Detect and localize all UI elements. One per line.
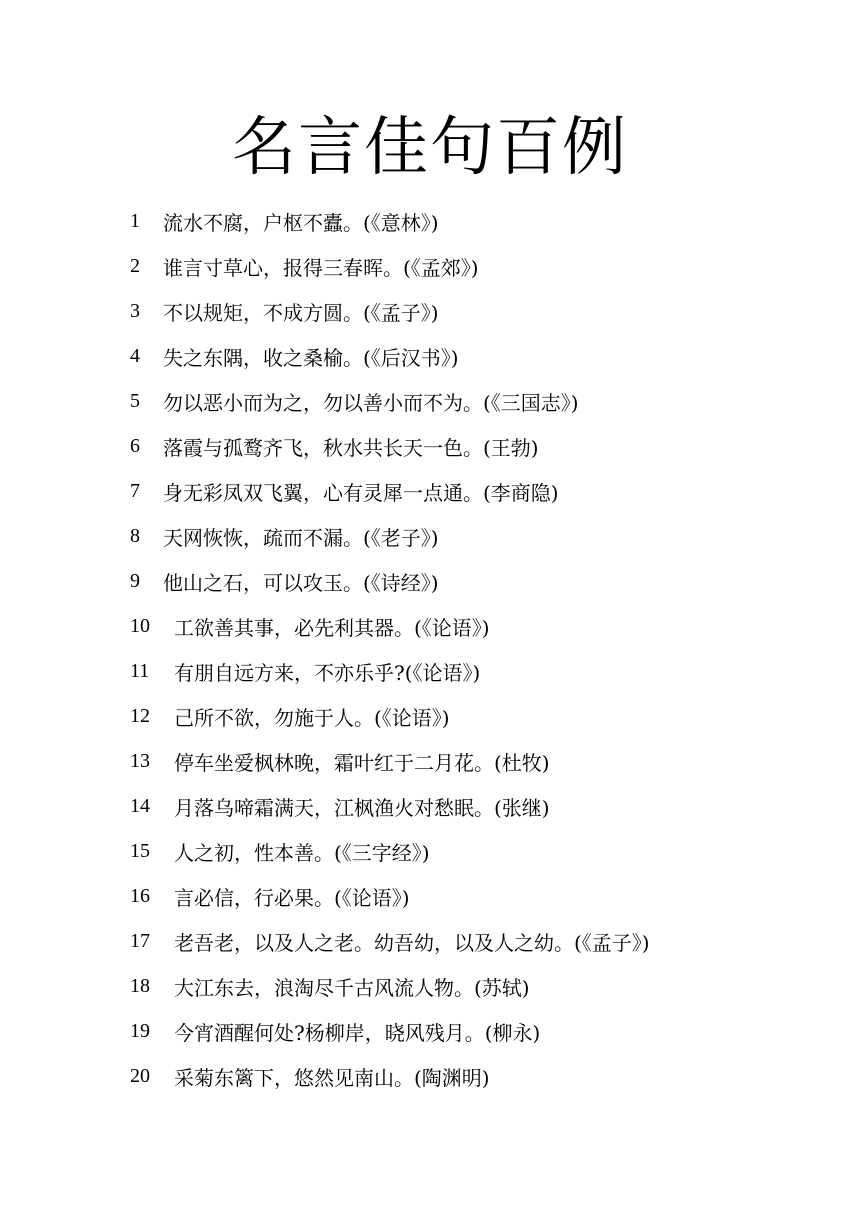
list-item xyxy=(130,334,810,379)
quote-text: 落霞与孤鹜齐飞，秋水共长天一色。(王勃) xyxy=(163,436,539,460)
list-item xyxy=(130,424,810,469)
page-title: 名言佳句百例 xyxy=(232,111,628,185)
quote-text: 天网恢恢，疏而不漏。(《老子》) xyxy=(163,526,439,550)
item-number: 9 xyxy=(130,570,140,592)
list-item xyxy=(130,559,810,604)
list-item xyxy=(130,649,810,694)
quote-text: 他山之石，可以攻玉。(《诗经》) xyxy=(163,571,439,595)
item-number: 4 xyxy=(130,345,140,367)
list-item xyxy=(130,604,810,649)
item-number: 2 xyxy=(130,255,140,277)
list-item xyxy=(130,919,810,964)
list-item xyxy=(130,784,810,829)
quote-text: 身无彩凤双飞翼，心有灵犀一点通。(李商隐) xyxy=(163,481,559,505)
item-number: 1 xyxy=(130,210,140,232)
quote-text: 人之初，性本善。(《三字经》) xyxy=(174,841,430,865)
quote-text: 月落乌啼霜满天，江枫渔火对愁眠。(张继) xyxy=(174,796,550,820)
item-number: 7 xyxy=(130,480,140,502)
item-number: 3 xyxy=(130,300,140,322)
list-item xyxy=(130,244,810,289)
list-item xyxy=(130,514,810,559)
list-item xyxy=(130,874,810,919)
quote-text: 停车坐爱枫林晚，霜叶红于二月花。(杜牧) xyxy=(174,751,550,775)
item-number: 20 xyxy=(130,1065,150,1087)
item-number: 8 xyxy=(130,525,140,547)
list-item xyxy=(130,1054,810,1099)
quote-text: 大江东去，浪淘尽千古风流人物。(苏轼) xyxy=(174,976,530,1000)
quote-text: 勿以恶小而为之，勿以善小而不为。(《三国志》) xyxy=(163,391,579,415)
quote-text: 采菊东篱下，悠然见南山。(陶渊明) xyxy=(174,1066,490,1090)
item-number: 15 xyxy=(130,840,150,862)
list-item xyxy=(130,1009,810,1054)
list-item xyxy=(130,469,810,514)
quote-text: 失之东隅，收之桑榆。(《后汉书》) xyxy=(163,346,459,370)
list-item xyxy=(130,199,810,244)
list-item xyxy=(130,964,810,1009)
list-item xyxy=(130,694,810,739)
quote-text: 言必信，行必果。(《论语》) xyxy=(174,886,410,910)
quote-text: 不以规矩，不成方圆。(《孟子》) xyxy=(163,301,439,325)
list-item xyxy=(130,739,810,784)
quote-list xyxy=(130,199,810,1099)
item-number: 13 xyxy=(130,750,150,772)
list-item xyxy=(130,829,810,874)
quote-text: 流水不腐，户枢不蠹。(《意林》) xyxy=(163,211,439,235)
item-number: 5 xyxy=(130,390,140,412)
item-number: 11 xyxy=(130,660,150,682)
item-number: 16 xyxy=(130,885,150,907)
item-number: 6 xyxy=(130,435,140,457)
quote-text: 己所不欲，勿施于人。(《论语》) xyxy=(174,706,450,730)
item-number: 10 xyxy=(130,615,150,637)
item-number: 14 xyxy=(130,795,150,817)
quote-text: 今宵酒醒何处?杨柳岸，晓风残月。(柳永) xyxy=(174,1021,541,1045)
quote-text: 有朋自远方来，不亦乐乎?(《论语》) xyxy=(174,661,481,685)
quote-text: 谁言寸草心，报得三春晖。(《孟郊》) xyxy=(163,256,479,280)
item-number: 12 xyxy=(130,705,150,727)
item-number: 19 xyxy=(130,1020,150,1042)
list-item xyxy=(130,379,810,424)
item-number: 18 xyxy=(130,975,150,997)
quote-text: 老吾老，以及人之老。幼吾幼，以及人之幼。(《孟子》) xyxy=(174,931,650,955)
quote-text: 工欲善其事，必先利其器。(《论语》) xyxy=(174,616,490,640)
list-item xyxy=(130,289,810,334)
item-number: 17 xyxy=(130,930,150,952)
